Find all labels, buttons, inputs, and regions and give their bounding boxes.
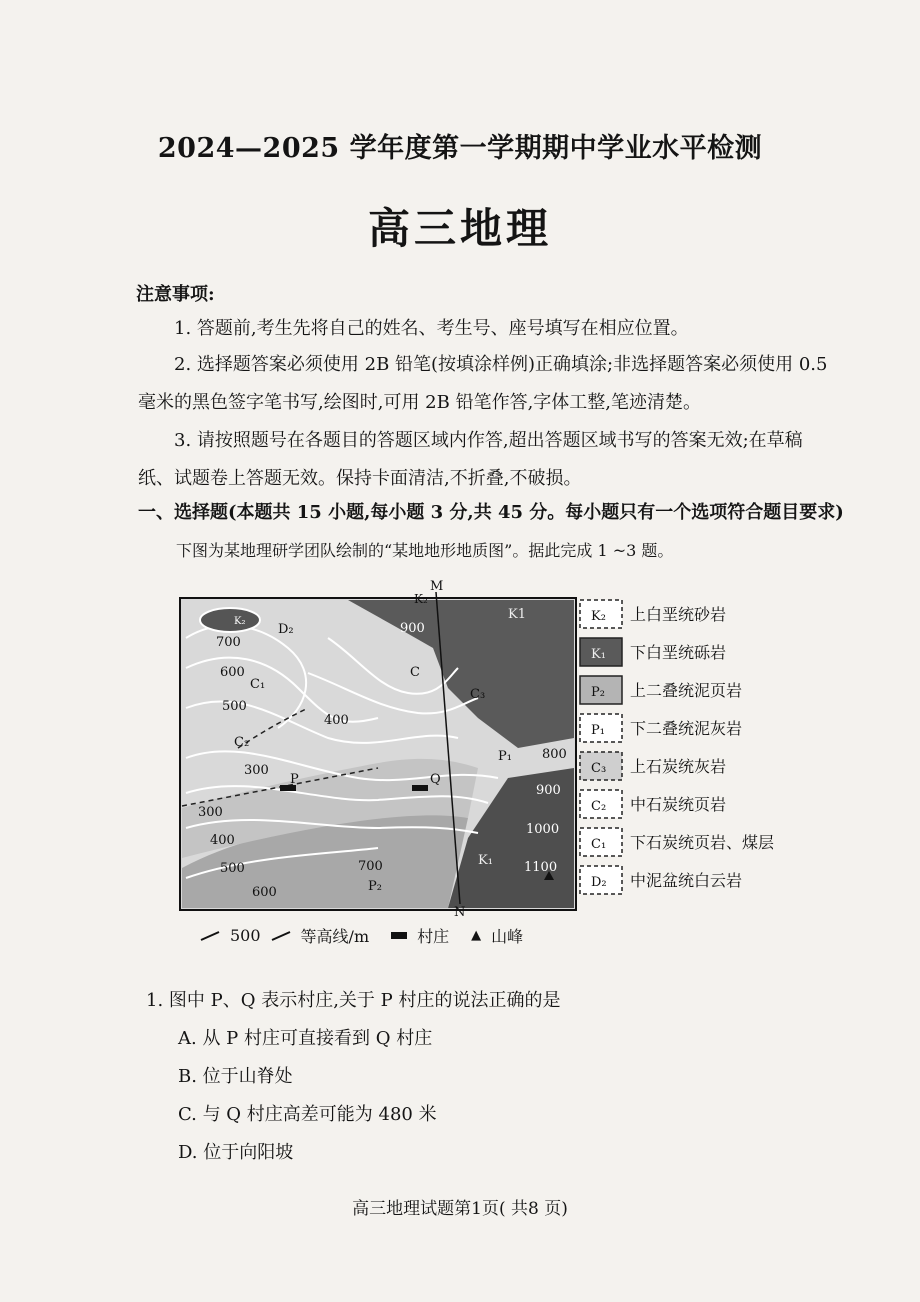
- map-label-k2-left: K₂: [234, 616, 246, 627]
- svg-text:中石炭统页岩: 中石炭统页岩: [630, 795, 727, 814]
- village-q-marker: [412, 785, 428, 791]
- option-d: D. 位于向阳坡: [178, 1142, 294, 1163]
- contour-label: 600: [220, 665, 245, 680]
- note-item-2: 2. 选择题答案必须使用 2B 铅笔(按填涂样例)正确填涂;非选择题答案必须使用 0.5 毫米的黑色签字笔书写,绘图时,可用 2B 铅笔作答,字体工整,笔迹清楚。: [138, 354, 828, 413]
- village-key: [391, 924, 449, 947]
- contour-label: 400: [210, 833, 235, 848]
- contour-label: 900: [536, 783, 561, 798]
- svg-text:下石炭统页岩、煤层: 下石炭统页岩、煤层: [630, 833, 775, 852]
- map-label-k1-bottom: K₁: [478, 853, 493, 868]
- map-label-c: C: [410, 665, 420, 680]
- svg-text:P₁: P₁: [591, 723, 605, 738]
- village-key-label: 村庄: [417, 927, 450, 946]
- geology-map: [178, 578, 798, 918]
- map-label-p: P: [290, 772, 299, 787]
- page-footer: 高三地理试题第1页( 共8 页): [352, 1199, 568, 1219]
- contour-line-icon: [200, 931, 220, 941]
- legend-item-c3: [580, 752, 726, 780]
- map-label-p1: P₁: [498, 749, 512, 764]
- contour-label: 900: [400, 621, 425, 636]
- map-label-n: N: [454, 905, 466, 918]
- svg-text:上白垩统砂岩: 上白垩统砂岩: [630, 605, 727, 624]
- map-legend: [580, 600, 774, 894]
- map-label-d2: D₂: [278, 622, 294, 637]
- svg-text:C₂: C₂: [591, 799, 607, 814]
- svg-text:上二叠统泥页岩: 上二叠统泥页岩: [630, 681, 743, 700]
- contour-label: 1100: [524, 860, 558, 875]
- contour-label: 700: [216, 635, 241, 650]
- option-c: C. 与 Q 村庄高差可能为 480 米: [178, 1104, 437, 1125]
- geology-map-figure: [178, 578, 798, 958]
- note-item-3: 3. 请按照题号在各题目的答题区域内作答,超出答题区域书写的答案无效;在草稿纸、试题卷上答题无效。保持卡面清洁,不折叠,不破损。: [138, 430, 803, 489]
- option-b: B. 位于山脊处: [178, 1066, 293, 1087]
- map-label-m: M: [430, 579, 444, 594]
- legend-item-c2: [580, 790, 726, 818]
- map-label-p2: P₂: [368, 879, 382, 894]
- map-label-k2-top: K₂: [414, 592, 428, 606]
- legend-item-p2: [580, 676, 742, 704]
- notes-heading: 注意事项:: [136, 284, 215, 305]
- section-heading: 一、选择题(本题共 15 小题,每小题 3 分,共 45 分。每小题只有一个选项符合题目要求): [138, 502, 844, 523]
- svg-text:K₁: K₁: [591, 647, 606, 662]
- legend-item-k2: [580, 600, 726, 628]
- question-stem: 1. 图中 P、Q 表示村庄,关于 P 村庄的说法正确的是: [146, 990, 561, 1011]
- peak-key: [471, 924, 523, 947]
- map-label-c1: C₁: [250, 677, 266, 692]
- svg-text:下白垩统砾岩: 下白垩统砾岩: [630, 643, 727, 662]
- note-item-1: 1. 答题前,考生先将自己的姓名、考生号、座号填写在相应位置。: [174, 318, 689, 339]
- section-intro: 下图为某地理研学团队绘制的“某地地形地质图”。据此完成 1 ~3 题。: [176, 541, 674, 560]
- contour-label: 500: [220, 861, 245, 876]
- contour-key-label: 等高线/m: [300, 927, 370, 946]
- legend-item-d2: [580, 866, 742, 894]
- village-icon: [391, 932, 407, 939]
- map-label-k1-top: K1: [508, 607, 526, 622]
- subject-title: 高三地理: [367, 204, 552, 253]
- contour-label: 300: [198, 805, 223, 820]
- peak-icon: ▲: [471, 928, 482, 943]
- svg-text:上石炭统灰岩: 上石炭统灰岩: [630, 757, 727, 776]
- svg-text:下二叠统泥灰岩: 下二叠统泥灰岩: [630, 719, 743, 738]
- contour-line-icon: [271, 931, 291, 941]
- contour-label: 800: [542, 747, 567, 762]
- map-label-c3: C₃: [470, 687, 486, 702]
- page-title: 2024—2025 学年度第一学期期中学业水平检测: [157, 133, 763, 164]
- contour-label: 600: [252, 885, 277, 900]
- svg-text:P₂: P₂: [591, 685, 605, 700]
- k2-hill: [200, 608, 260, 632]
- svg-text:C₃: C₃: [591, 761, 607, 776]
- contour-label: 1000: [526, 822, 560, 837]
- legend-item-p1: [580, 714, 742, 742]
- contour-label: 500: [222, 699, 247, 714]
- map-label-q: Q: [430, 772, 441, 787]
- map-label-c2: C₂: [234, 735, 250, 750]
- map-key: [200, 924, 523, 947]
- svg-text:C₁: C₁: [591, 837, 607, 852]
- peak-key-label: 山峰: [491, 927, 524, 946]
- svg-text:中泥盆统白云岩: 中泥盆统白云岩: [630, 871, 743, 890]
- contour-label: 400: [324, 713, 349, 728]
- contour-key: [200, 924, 369, 947]
- legend-item-k1: [580, 638, 726, 666]
- legend-item-c1: [580, 828, 774, 856]
- contour-label: 700: [358, 859, 383, 874]
- svg-text:K₂: K₂: [591, 609, 606, 624]
- svg-text:D₂: D₂: [591, 875, 607, 890]
- contour-key-value: 500: [230, 926, 261, 945]
- option-a: A. 从 P 村庄可直接看到 Q 村庄: [178, 1028, 433, 1049]
- contour-label: 300: [244, 763, 269, 778]
